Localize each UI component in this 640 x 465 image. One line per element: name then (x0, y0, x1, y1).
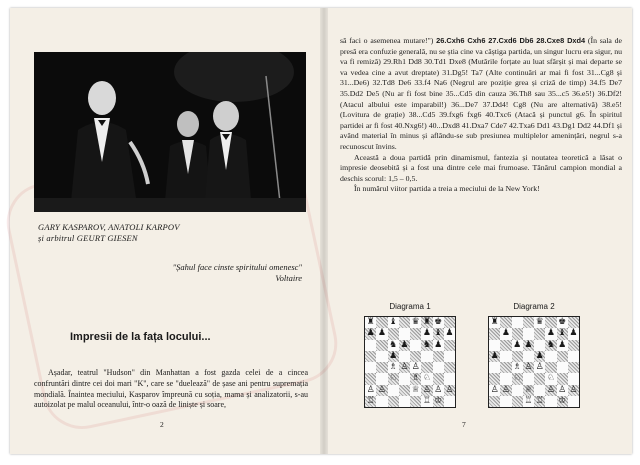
players-photo (34, 52, 306, 212)
board1-piece-icon: ♖ (422, 395, 431, 406)
epigraph-quote (160, 262, 302, 284)
board2-square (568, 362, 579, 373)
board1-square (433, 351, 444, 362)
board1-piece-icon: ♙ (377, 384, 386, 395)
board1-square (421, 385, 432, 396)
board2-square (523, 340, 534, 351)
board2-square (545, 396, 556, 407)
board1-piece-icon: ♛ (411, 317, 420, 328)
board2-square (534, 385, 545, 396)
board2-square (489, 328, 500, 339)
annotation-moves: 26.Cxh6 Cxh6 27.Cxd6 Db6 28.Cxe8 Dxd4 (436, 36, 586, 45)
board2-square (512, 362, 523, 373)
board1-piece-icon: ♟ (422, 328, 431, 339)
board2-square (534, 362, 545, 373)
board2-square (500, 328, 511, 339)
board1-square (365, 396, 376, 407)
board2-square (489, 351, 500, 362)
board2-square (534, 396, 545, 407)
quote-text: "Șahul face cinste spiritului omenesc" (172, 262, 302, 272)
board1-square (365, 317, 376, 328)
board1-square (388, 385, 399, 396)
board2-piece-icon: ♟ (558, 339, 567, 350)
board1-square (410, 351, 421, 362)
board1-piece-icon: ♟ (389, 350, 398, 361)
board1-piece-icon: ♙ (422, 384, 431, 395)
board1-square (410, 317, 421, 328)
chess-board-1 (364, 316, 456, 408)
board2-square (523, 362, 534, 373)
board1-square (421, 351, 432, 362)
board2-piece-icon: ♝ (558, 328, 567, 339)
board2-square (489, 340, 500, 351)
board2-square (500, 385, 511, 396)
board1-square (376, 373, 387, 384)
board2-piece-icon: ♟ (490, 350, 499, 361)
board2-square (523, 351, 534, 362)
board2-square (557, 385, 568, 396)
caption-arbiter: și arbitrul GEURT GIESEN (38, 233, 138, 243)
board2-square (500, 317, 511, 328)
board2-piece-icon: ♟ (524, 339, 533, 350)
caption-names: GARY KASPAROV, ANATOLI KARPOV (38, 222, 180, 232)
board1-piece-icon: ♝ (389, 317, 398, 328)
board1-square (421, 340, 432, 351)
board2-square (500, 340, 511, 351)
board2-piece-icon: ♟ (513, 339, 522, 350)
board1-piece-icon: ♙ (366, 384, 375, 395)
board1-square (433, 328, 444, 339)
board1-square (399, 328, 410, 339)
chess-diagram-2 (484, 302, 584, 408)
board2-square (545, 351, 556, 362)
board2-square (545, 362, 556, 373)
board2-square (545, 340, 556, 351)
section-title: Impresii de la fața locului... (70, 331, 211, 343)
board2-square (512, 373, 523, 384)
board1-piece-icon: ♗ (411, 373, 420, 384)
board1-square (399, 362, 410, 373)
board2-square (500, 351, 511, 362)
board2-piece-icon: ♙ (490, 384, 499, 395)
board2-piece-icon: ♟ (535, 350, 544, 361)
board1-square (444, 362, 455, 373)
board1-square (399, 385, 410, 396)
board2-piece-icon: ♗ (513, 362, 522, 373)
board2-square (489, 385, 500, 396)
board2-square (557, 351, 568, 362)
board1-square (399, 317, 410, 328)
board1-square (421, 317, 432, 328)
board2-square (568, 317, 579, 328)
board1-square (421, 373, 432, 384)
board1-piece-icon: ♙ (400, 362, 409, 373)
board2-piece-icon: ♙ (501, 384, 510, 395)
annotation-paragraph-2: Această a doua partidă prin dinamismul, fantezia și noutatea teoretică a lăsat o impresie deosebită și a fost una dintre cele mai frumoase. Tânărul campion mondial a deschis scorul: 1,5 – 0,5. (340, 152, 622, 183)
board1-square (433, 340, 444, 351)
board1-square (421, 328, 432, 339)
game-annotation-text (340, 36, 622, 195)
board1-square (376, 317, 387, 328)
board2-square (512, 396, 523, 407)
board2-piece-icon: ♙ (558, 384, 567, 395)
board1-piece-icon: ♝ (434, 328, 443, 339)
board2-square (534, 351, 545, 362)
annotation-lead: să faci o asemenea mutare!") (340, 36, 437, 45)
left-page-number: 2 (160, 420, 164, 429)
board2-square (489, 362, 500, 373)
board2-square (500, 373, 511, 384)
board2-piece-icon: ♙ (546, 384, 555, 395)
board1-square (376, 328, 387, 339)
board1-square (399, 351, 410, 362)
board2-square (557, 373, 568, 384)
board2-piece-icon: ♘ (546, 373, 555, 384)
board1-square (421, 396, 432, 407)
board2-square (489, 373, 500, 384)
board1-square (399, 373, 410, 384)
photo-image (34, 52, 306, 212)
chess-board-2 (488, 316, 580, 408)
board2-piece-icon: ♙ (535, 362, 544, 373)
board1-square (388, 340, 399, 351)
board1-square (410, 396, 421, 407)
left-body-text: Așadar, teatrul "Hudson" din Manhattan a fost gazda celei de a cincea confruntări dintre cei doi mari "K", care se "duelează" de șase ani pentru supremația mondială. Înaintea meciului, Kasparov împreună cu soția, mama și analizatorii, s-au autoizolat pe malul oceanului, într-o oază de liniște și soare, (34, 368, 308, 410)
board1-piece-icon: ♔ (434, 395, 443, 406)
board2-piece-icon: ♙ (524, 362, 533, 373)
annotation-paragraph-1 (340, 36, 622, 153)
board1-square (433, 373, 444, 384)
board2-piece-icon: ♔ (558, 395, 567, 406)
board2-square (489, 396, 500, 407)
board1-square (433, 396, 444, 407)
board2-square (534, 340, 545, 351)
board2-square (545, 317, 556, 328)
board2-square (557, 317, 568, 328)
board1-square (388, 396, 399, 407)
board1-piece-icon: ♚ (434, 317, 443, 328)
board2-piece-icon: ♟ (569, 328, 578, 339)
board2-square (557, 362, 568, 373)
board1-square (365, 373, 376, 384)
board1-square (376, 396, 387, 407)
board2-square (534, 328, 545, 339)
board2-piece-icon: ♕ (524, 384, 533, 395)
board1-square (388, 317, 399, 328)
board2-piece-icon: ♛ (535, 317, 544, 328)
board2-piece-icon: ♜ (490, 317, 499, 328)
board2-square (500, 362, 511, 373)
board2-square (512, 351, 523, 362)
board1-piece-icon: ♕ (411, 384, 420, 395)
board2-square (512, 317, 523, 328)
chess-diagram-1 (360, 302, 460, 408)
board1-square (444, 351, 455, 362)
board1-piece-icon: ♜ (366, 317, 375, 328)
board2-square (568, 328, 579, 339)
board2-square (500, 396, 511, 407)
board1-square (365, 362, 376, 373)
board1-square (399, 396, 410, 407)
board2-square (568, 373, 579, 384)
board1-square (376, 340, 387, 351)
quote-author: Voltaire (275, 273, 302, 283)
board2-piece-icon: ♘ (513, 373, 522, 384)
board1-square (399, 340, 410, 351)
board1-piece-icon: ♘ (422, 373, 431, 384)
board1-square (365, 340, 376, 351)
right-page-number: 7 (462, 420, 466, 429)
board1-square (444, 385, 455, 396)
board2-piece-icon: ♖ (524, 395, 533, 406)
board1-square (444, 328, 455, 339)
diagram-1-label: Diagrama 1 (389, 302, 431, 311)
board2-square (512, 328, 523, 339)
board1-piece-icon: ♙ (445, 384, 454, 395)
board1-piece-icon: ♟ (366, 328, 375, 339)
board1-square (388, 351, 399, 362)
board1-piece-icon: ♟ (434, 339, 443, 350)
board1-square (365, 385, 376, 396)
board1-square (365, 328, 376, 339)
board1-piece-icon: ♘ (389, 373, 398, 384)
board2-piece-icon: ♖ (535, 395, 544, 406)
board2-piece-icon: ♚ (558, 317, 567, 328)
board1-piece-icon: ♞ (422, 339, 431, 350)
board1-piece-icon: ♙ (434, 384, 443, 395)
board2-square (557, 340, 568, 351)
board2-square (568, 396, 579, 407)
board1-square (388, 373, 399, 384)
board2-square (557, 328, 568, 339)
board2-square (512, 385, 523, 396)
board2-square (523, 396, 534, 407)
board1-square (376, 351, 387, 362)
diagram-2-label: Diagrama 2 (513, 302, 555, 311)
board1-square (388, 328, 399, 339)
board1-piece-icon: ♖ (366, 395, 375, 406)
board1-piece-icon: ♟ (400, 339, 409, 350)
board1-square (376, 362, 387, 373)
board1-square (433, 385, 444, 396)
board1-square (365, 351, 376, 362)
board1-square (444, 340, 455, 351)
board1-square (410, 340, 421, 351)
annotation-paragraph-3: În numărul viitor partida a treia a meciului de la New York! (354, 184, 540, 194)
board2-square (523, 328, 534, 339)
board1-square (410, 373, 421, 384)
annotation-rest: (În sala de presă era confuzie generală, nu se știa cine va câștiga partida, un singur lucru era sigur, nu va fi remiză) 29.Rh1 Dd8 30.Td1 Dxe8 (Mutările forțate au luat sfârșit și mai departe se va vedea cine a avut dreptate) 31.Dg5! Ta7 (Alte continuări ar mai fi fost 31...Cg8 și 31...De6) 32.Td8 De6 33.f4 Na6 (Negrul are poziție grea și criză de timp) 34.f5 De7 35.Dd2 De5 (Nu ar fi fost bine 35...Cd5 din cauza 36.Th8 sau 35...c5 36.e5!) 36.Df2! (Atacul albului este imparabil!) 36...De7 37.Dd4! Cg8 (Nu are alternativă) 38.e5! (Lovitura de grație) 38...Cd5 39.fxg6 fxg6 40.Txc6 (Atacă și punctul g6. În spiritul partidei ar fi fost 40.Nxg6!) 40...Dxd8 41.Dxa7 Cde7 42.Txa6 Dd1 43.Dg1 Dd2 44.Df1 și având material în minus și aflându-se sub presiunea multiplelor amenințări, negrul s-a recunoscut învins. (340, 36, 622, 151)
board1-square (444, 373, 455, 384)
board2-square (568, 385, 579, 396)
board2-square (534, 317, 545, 328)
board1-square (388, 362, 399, 373)
page-fold (320, 8, 328, 454)
board2-square (568, 351, 579, 362)
booklet-spread (10, 8, 632, 454)
board2-piece-icon: ♟ (546, 328, 555, 339)
board1-square (444, 396, 455, 407)
photo-caption (38, 222, 308, 244)
board1-square (410, 385, 421, 396)
board1-piece-icon: ♟ (445, 328, 454, 339)
board1-piece-icon: ♙ (411, 362, 420, 373)
board2-square (523, 385, 534, 396)
board1-square (433, 317, 444, 328)
board1-square (376, 385, 387, 396)
board2-piece-icon: ♞ (546, 339, 555, 350)
board1-piece-icon: ♜ (422, 317, 431, 328)
board1-piece-icon: ♗ (389, 362, 398, 373)
board2-square (523, 317, 534, 328)
board2-square (545, 373, 556, 384)
board2-piece-icon: ♙ (569, 384, 578, 395)
board2-square (534, 373, 545, 384)
board1-piece-icon: ♟ (377, 328, 386, 339)
board2-square (557, 396, 568, 407)
board2-square (523, 373, 534, 384)
board2-square (568, 340, 579, 351)
board2-square (545, 385, 556, 396)
board1-square (410, 328, 421, 339)
board1-square (421, 362, 432, 373)
board1-square (410, 362, 421, 373)
board1-square (444, 317, 455, 328)
board2-square (489, 317, 500, 328)
board1-square (433, 362, 444, 373)
board2-square (512, 340, 523, 351)
board2-piece-icon: ♟ (501, 328, 510, 339)
board2-square (545, 328, 556, 339)
board1-piece-icon: ♞ (389, 339, 398, 350)
